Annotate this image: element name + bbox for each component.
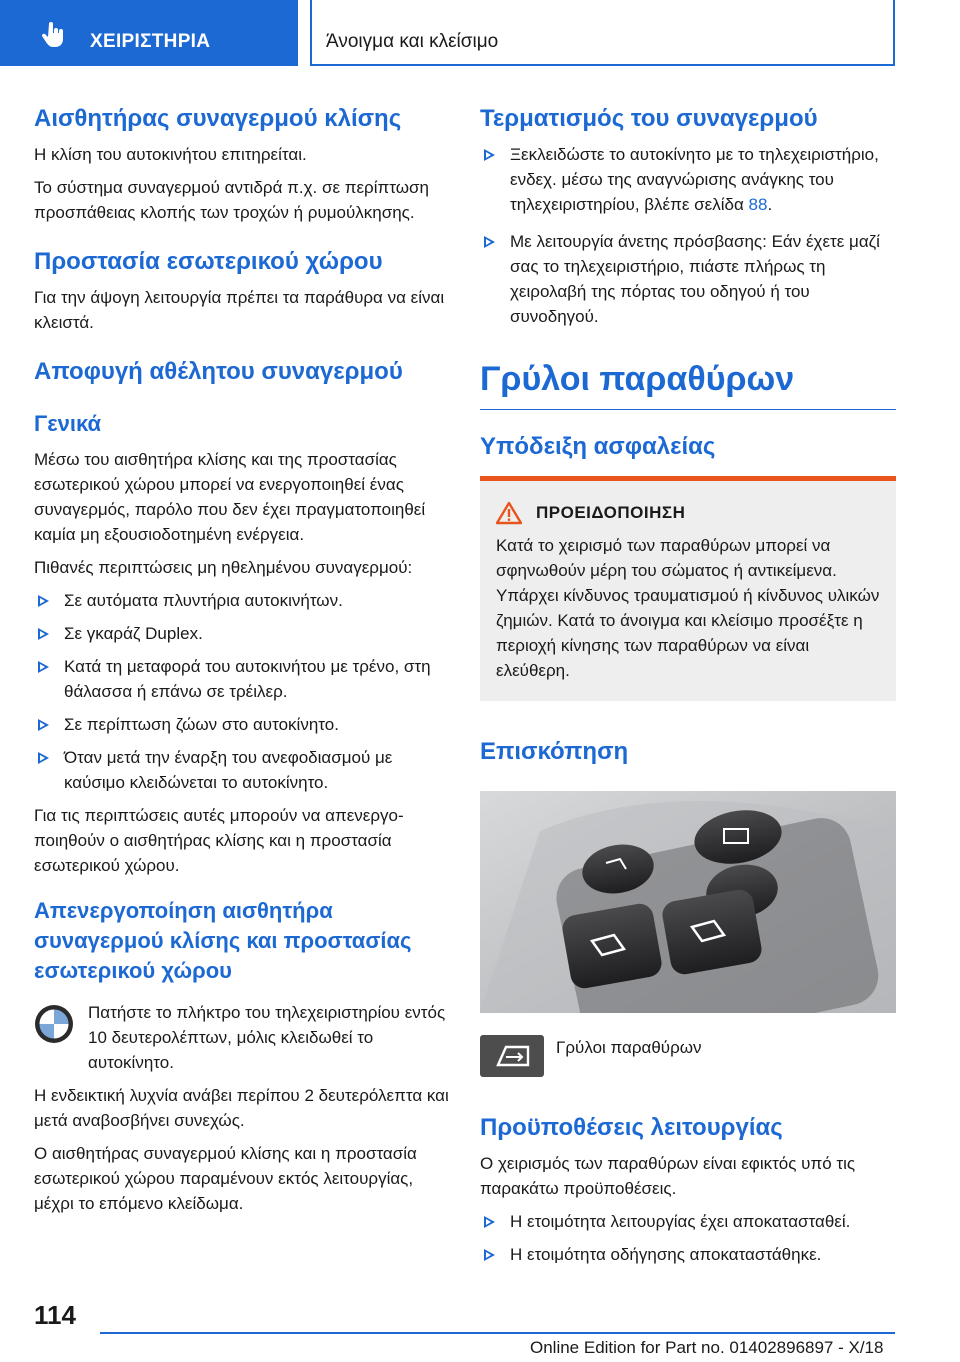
footer-rule [100,1332,895,1334]
triangle-bullet-icon [484,236,495,248]
heading-interior-protection: Προστασία εσωτερικού χώρου [34,248,383,275]
list-item: Ξεκλειδώστε το αυτοκίνητο με το τηλεχειριστήριο, ενδεχ. μέσω της αναγνώρισης ανάγκης του τηλεχειριστηρίου, βλέπε σελίδα 88. [480,142,896,217]
paragraph: Το σύστημα συναγερμού αντιδρά π.χ. σε περίπτωση προσπάθειας κλοπής των τροχών ή ρυμούλκησης. [34,178,429,222]
heading-avoid-false-alarm: Αποφυγή αθέλητου συναγερμού [34,358,403,385]
subheading-deactivate: Απενεργοποίηση αισθητήρα συναγερμού κλίσης και προστασίας εσωτερικού χώρου [34,898,412,983]
header-divider [310,0,312,66]
window-switch-photo [480,791,896,1013]
remote-instruction [34,1000,452,1075]
page-link[interactable]: 88 [748,195,768,214]
paragraph: Πατήστε το πλήκτρο του τηλεχειριστηρίου εντός 10 δευτερολέπτων, μόλις κλειδωθεί το αυτοκίνητο. [88,1003,446,1072]
paragraph: Η ενδεικτική λυχνία ανάβει περίπου 2 δευτερόλεπτα και μετά αναβοσβήνει συνεχώς. [34,1086,449,1130]
warning-text: Κατά το χειρισμό των παραθύρων μπορεί να σφηνωθούν μέρη του σώματος ή αντικείμενα. Υπάρχει κίνδυνος τραυματισμού ή κίνδυνος υλικών ζημιών. Κατά το άνοιγμα και κλείσιμο προσέξτε η περιοχή κίνησης των παραθύρων να είναι ελεύθερη. [496,536,880,680]
heading-overview: Επισκόπηση [480,738,629,765]
heading-end-alarm: Τερματισμός του συναγερμού [480,105,818,132]
window-switch-illustration [480,791,896,1013]
list-item: Η ετοιμότητα οδήγησης αποκαταστάθηκε. [480,1242,896,1267]
paragraph: Για τις περιπτώσεις αυτές μπορούν να απενεργοποιηθούν ο αισθητήρας κλίσης και η προστασία εσωτερικού χώρου. [34,806,404,875]
bullet-list [480,1209,896,1267]
warning-box [480,481,896,701]
chapter-tab[interactable] [0,0,298,66]
paragraph: Ο αισθητήρας συναγερμού κλίσης και η προστασία εσωτερικού χώρου παραμένουν εκτός λειτουργίας, μέχρι το επόμενο κλείδωμα. [34,1144,417,1213]
heading-safety: Υπόδειξη ασφαλείας [480,433,716,460]
list-item: Όταν μετά την έναρξη του ανεφοδιασμού με καύσιμο κλειδώνεται το αυτοκίνητο. [34,745,452,795]
heading-tilt-sensor: Αισθητήρας συναγερμού κλίσης [34,105,402,132]
caption-text: Γρύλοι παραθύρων [556,1038,702,1057]
warning-title: ΠΡΟΕΙΔΟΠΟΙΗΣΗ [536,503,686,522]
list-item: Με λειτουργία άνετης πρόσβασης: Εάν έχετε μαζί σας το τηλεχειριστήριο, πιάστε πλήρως τη χειρολαβή της πόρτας του οδηγού ή του συνοδηγού. [480,229,896,329]
window-switch-icon [480,1035,544,1077]
triangle-bullet-icon [38,752,49,764]
list-item: Κατά τη μεταφορά του αυτοκινήτου με τρένο, στη θάλασσα ή επάνω σε τρέιλερ. [34,654,452,704]
hand-pointer-icon [40,20,68,48]
left-column [34,104,452,1216]
paragraph: Ο χειρισμός των παραθύρων είναι εφικτός υπό τις παρακάτω προϋποθέσεις. [480,1154,856,1198]
page-number: 114 [34,1300,76,1330]
list-item: Σε γκαράζ Duplex. [34,621,452,646]
subheading-general: Γενικά [34,411,102,436]
triangle-bullet-icon [38,628,49,640]
edition-note: Online Edition for Part no. 01402896897 - X/18 [530,1338,884,1357]
triangle-bullet-icon [484,149,495,161]
warning-triangle-icon [496,501,522,525]
triangle-bullet-icon [38,719,49,731]
list-item: Σε περίπτωση ζώων στο αυτοκίνητο. [34,712,452,737]
paragraph: Μέσω του αισθητήρα κλίσης και της προστασίας εσωτερικού χώρου μπορεί να ενεργοποιηθεί ένας συναγερμός, παρόλο που δεν έχει πραγματοποιηθεί καμία μη εξουσιοδοτημένη ενέργεια. [34,450,426,544]
list-item: Η ετοιμότητα λειτουργίας έχει αποκατασταθεί. [480,1209,896,1234]
figure-caption [480,1035,896,1077]
bmw-logo-icon [34,1004,74,1044]
triangle-bullet-icon [484,1249,495,1261]
section-title: Άνοιγμα και κλείσιμο [326,31,499,52]
header-divider-right [893,0,895,66]
paragraph: Για την άψογη λειτουργία πρέπει τα παράθυρα να είναι κλειστά. [34,288,445,332]
chapter-tab-label: ΧΕΙΡΙΣΤΗΡΙΑ [90,31,211,52]
header-rule [310,64,895,66]
bullet-list [34,588,452,795]
triangle-bullet-icon [38,595,49,607]
list-item: Σε αυτόματα πλυντήρια αυτοκινήτων. [34,588,452,613]
paragraph: Η κλίση του αυτοκινήτου επιτηρείται. [34,145,307,164]
paragraph: Πιθανές περιπτώσεις μη ηθελημένου συναγερμού: [34,558,413,577]
heading-requirements: Προϋποθέσεις λειτουργίας [480,1114,783,1141]
chapter-heading: Γρύλοι παραθύρων [480,360,795,398]
bullet-list [480,142,896,329]
triangle-bullet-icon [484,1216,495,1228]
right-column [480,104,896,1267]
triangle-bullet-icon [38,661,49,673]
